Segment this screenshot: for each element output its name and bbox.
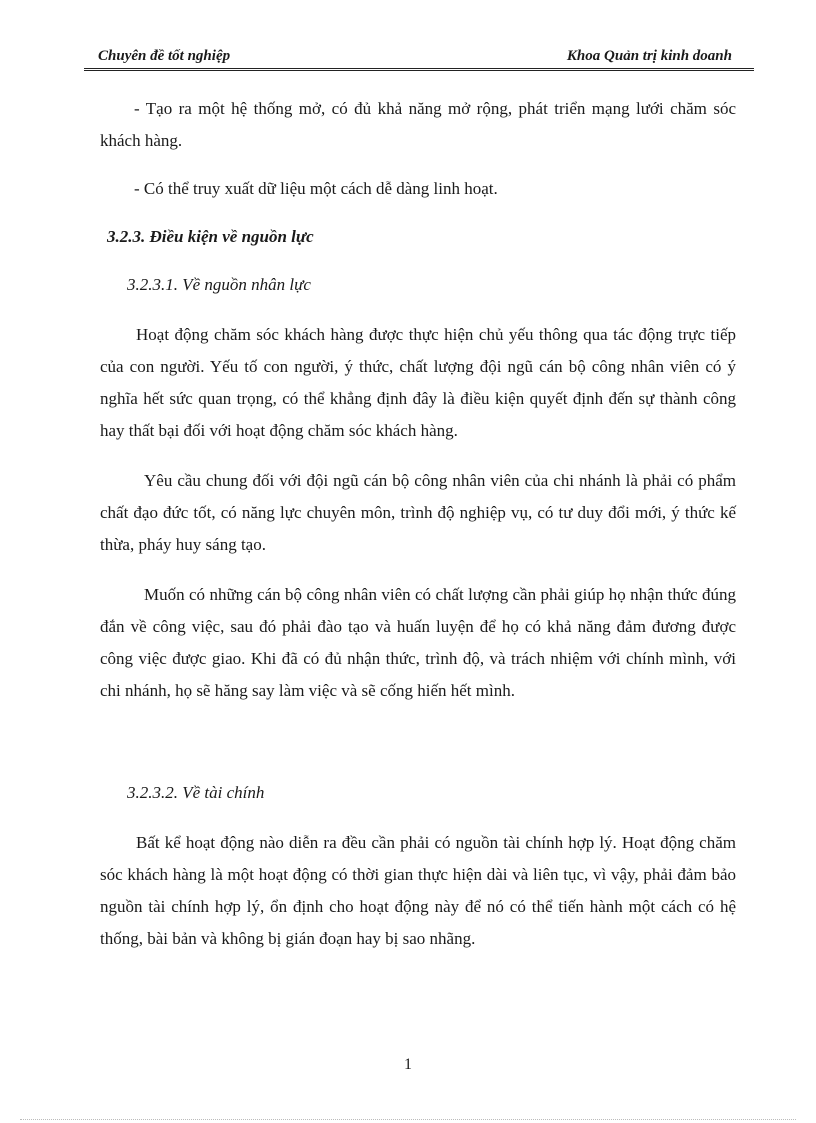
subsection-heading-3-2-3-2: 3.2.3.2. Về tài chính: [127, 783, 265, 802]
header-right-title: Khoa Quản trị kinh doanh: [566, 48, 732, 64]
page-header: [84, 46, 754, 69]
header-rule: [84, 70, 754, 71]
bullet-open-system: - Tạo ra một hệ thống mở, có đủ khả năng mở rộng, phát triển mạng lưới chăm sóc khách hàng.: [100, 99, 736, 150]
paragraph-staff-training: Muốn có những cán bộ công nhân viên có chất lượng cần phải giúp họ nhận thức đúng đắn về công việc, sau đó phải đào tạo và huấn luyện để họ có khả năng đảm đương được công việc được giao. Khi đã có đủ nhận thức, trình độ, và trách nhiệm với chính mình, với chi nhánh, họ sẽ hăng say làm việc và sẽ cống hiến hết mình.: [100, 585, 736, 700]
paragraph-finance: Bất kể hoạt động nào diễn ra đều cần phải có nguồn tài chính hợp lý. Hoạt động chăm sóc khách hàng là một hoạt động có thời gian thực hiện dài và liên tục, vì vậy, phải đảm bảo nguồn tài chính hợp lý, ổn định cho hoạt động này để nó có thể tiến hành một cách có hệ thống, bài bản và không bị gián đoạn hay bị sao nhãng.: [100, 833, 736, 948]
page-number: 1: [404, 1056, 412, 1073]
page-bottom-divider: [20, 1119, 796, 1120]
header-left-title: Chuyên đề tốt nghiệp: [98, 48, 231, 64]
document-body: [100, 93, 736, 955]
paragraph-staff-requirements: Yêu cầu chung đối với đội ngũ cán bộ công nhân viên của chi nhánh là phải có phẩm chất đạo đức tốt, có năng lực chuyên môn, trình độ nghiệp vụ, có tư duy đổi mới, ý thức kế thừa, pháy huy sáng tạo.: [100, 471, 736, 554]
section-heading-3-2-3: 3.2.3. Điều kiện về nguồn lực: [107, 227, 314, 246]
bullet-data-access: - Có thể truy xuất dữ liệu một cách dễ dàng linh hoạt.: [134, 179, 498, 198]
paragraph-human-resources: Hoạt động chăm sóc khách hàng được thực hiện chủ yếu thông qua tác động trực tiếp của con người. Yếu tố con người, ý thức, chất lượng đội ngũ cán bộ công nhân viên có ý nghĩa hết sức quan trọng, có thể khẳng định đây là điều kiện quyết định đến sự thành công hay thất bại đối với hoạt động chăm sóc khách hàng.: [100, 325, 736, 440]
subsection-heading-3-2-3-1: 3.2.3.1. Về nguồn nhân lực: [127, 275, 311, 294]
